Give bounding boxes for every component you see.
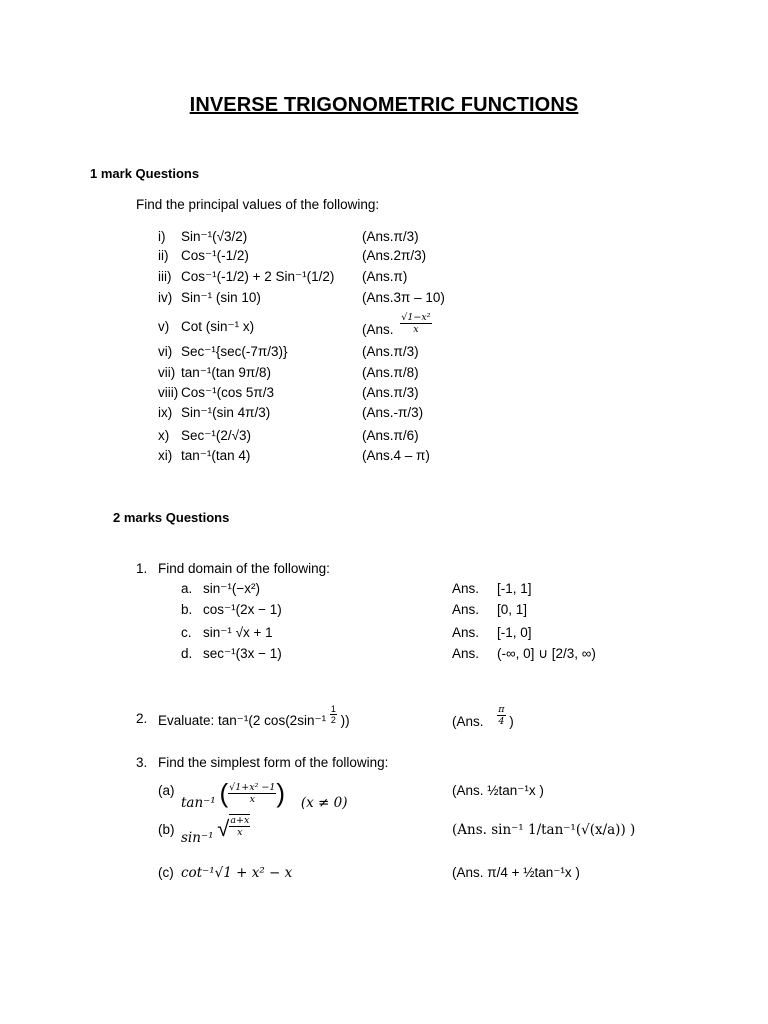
item-question: Cot (sin⁻¹ x) bbox=[181, 319, 255, 334]
question-2-tail: )) bbox=[340, 713, 350, 729]
part-fraction bbox=[229, 814, 250, 838]
part-question: cot⁻¹√1 + x² − x bbox=[181, 865, 293, 881]
item-num: ix) bbox=[158, 405, 173, 420]
answer-prefix: (Ans. bbox=[452, 714, 484, 730]
item-answer: (Ans.π) bbox=[362, 269, 408, 284]
item-num: xi) bbox=[158, 448, 173, 463]
item-num: v) bbox=[158, 319, 170, 334]
item-answer: (Ans.π/8) bbox=[362, 365, 419, 380]
answer-fraction bbox=[400, 312, 431, 335]
fraction-numerator: π bbox=[498, 704, 505, 715]
sqrt-sign: √ bbox=[217, 816, 230, 841]
item-answer: (Ans.π/6) bbox=[362, 428, 419, 443]
fraction-numerator: √1−x² bbox=[401, 312, 431, 323]
item-question: Sec⁻¹{sec(-7π/3)} bbox=[181, 344, 288, 359]
item-num: x) bbox=[158, 428, 170, 443]
fraction-numerator: √1+x² −1 bbox=[229, 781, 276, 793]
fraction-numerator: 1 bbox=[330, 704, 336, 714]
answer-fraction bbox=[497, 704, 505, 727]
section-1-heading: 1 mark Questions bbox=[90, 166, 200, 181]
item-num: iii) bbox=[158, 269, 172, 284]
answer-prefix: (Ans. bbox=[362, 322, 394, 338]
fraction-denominator: x bbox=[237, 827, 243, 839]
question-2-prefix: Evaluate: tan⁻¹(2 cos(2sin⁻¹ bbox=[158, 713, 327, 729]
part-answer: (Ans. sin⁻¹ 1/tan⁻¹(√(x/a)) ) bbox=[452, 822, 636, 838]
item-answer: (Ans.2π/3) bbox=[362, 248, 427, 263]
part-question: sin⁻¹ √x + 1 bbox=[203, 625, 273, 640]
left-paren: ( bbox=[219, 778, 229, 808]
part-question: sec⁻¹(3x − 1) bbox=[203, 646, 282, 661]
part-question: sin⁻¹(−x²) bbox=[203, 581, 260, 596]
part-fraction bbox=[228, 782, 276, 805]
item-question: Cos⁻¹(-1/2) bbox=[181, 248, 249, 263]
part-answer: [-1, 1] bbox=[497, 581, 532, 596]
part-condition: (x ≠ 0) bbox=[300, 795, 348, 811]
part-answer: (-∞, 0] ∪ [2/3, ∞) bbox=[497, 646, 596, 661]
item-question: tan⁻¹(tan 4) bbox=[181, 448, 251, 463]
item-num: ii) bbox=[158, 248, 169, 263]
item-answer: (Ans.4 – π) bbox=[362, 448, 430, 463]
item-question: tan⁻¹(tan 9π/8) bbox=[181, 365, 271, 380]
item-num: iv) bbox=[158, 290, 173, 305]
item-num: vi) bbox=[158, 344, 173, 359]
item-answer: (Ans.3π – 10) bbox=[362, 290, 445, 305]
function-name: tan⁻¹ bbox=[181, 795, 216, 811]
question-2-answer bbox=[452, 704, 514, 730]
fraction-denominator: x bbox=[249, 793, 255, 805]
question-2-num: 2. bbox=[136, 711, 148, 726]
item-answer: (Ans.-π/3) bbox=[362, 405, 424, 420]
part-answer-label: Ans. bbox=[452, 625, 480, 640]
part-answer-label: Ans. bbox=[452, 602, 480, 617]
function-name: sin⁻¹ bbox=[181, 830, 214, 846]
fraction-denominator: 2 bbox=[330, 715, 336, 725]
item-question: Cos⁻¹(-1/2) + 2 Sin⁻¹(1/2) bbox=[181, 269, 335, 284]
part-answer: [0, 1] bbox=[497, 602, 528, 617]
part-answer-label: Ans. bbox=[452, 646, 480, 661]
fraction-denominator: 4 bbox=[498, 716, 505, 727]
item-num: vii) bbox=[158, 365, 176, 380]
question-1-text: Find domain of the following: bbox=[158, 561, 330, 576]
question-2-text bbox=[158, 704, 350, 729]
right-paren: ) bbox=[276, 778, 286, 808]
part-label: (b) bbox=[158, 822, 175, 837]
part-question bbox=[181, 810, 250, 846]
fraction-numerator: a+x bbox=[230, 815, 250, 827]
part-question bbox=[181, 773, 348, 811]
part-label: a. bbox=[181, 581, 193, 596]
question-3-num: 3. bbox=[136, 755, 148, 770]
item-num: i) bbox=[158, 229, 166, 244]
section-1-intro: Find the principal values of the following: bbox=[136, 197, 380, 212]
part-label: d. bbox=[181, 646, 193, 661]
part-label: (c) bbox=[158, 865, 174, 880]
part-answer: (Ans. ½tan⁻¹x ) bbox=[452, 783, 544, 798]
item-question: Sin⁻¹(sin 4π/3) bbox=[181, 405, 271, 420]
item-num: viii) bbox=[158, 385, 179, 400]
item-answer: (Ans.π/3) bbox=[362, 385, 419, 400]
answer-suffix: ) bbox=[509, 714, 514, 730]
item-question: Sin⁻¹ (sin 10) bbox=[181, 290, 261, 305]
section-2-heading: 2 marks Questions bbox=[113, 510, 230, 525]
item-question: Sec⁻¹(2/√3) bbox=[181, 428, 252, 443]
fraction-denominator: x bbox=[413, 324, 419, 335]
part-answer-label: Ans. bbox=[452, 581, 480, 596]
part-label: b. bbox=[181, 602, 193, 617]
part-answer: [-1, 0] bbox=[497, 625, 532, 640]
question-2-fraction bbox=[330, 704, 337, 725]
item-answer bbox=[362, 312, 432, 338]
item-question: Sin⁻¹(√3/2) bbox=[181, 229, 248, 244]
item-answer: (Ans.π/3) bbox=[362, 344, 419, 359]
part-question: cos⁻¹(2x − 1) bbox=[203, 602, 282, 617]
part-label: (a) bbox=[158, 783, 175, 798]
part-answer: (Ans. π/4 + ½tan⁻¹x ) bbox=[452, 865, 580, 880]
question-3-text: Find the simplest form of the following: bbox=[158, 755, 389, 770]
question-1-num: 1. bbox=[136, 561, 148, 576]
item-answer: (Ans.π/3) bbox=[362, 229, 419, 244]
part-label: c. bbox=[181, 625, 192, 640]
page-title: INVERSE TRIGONOMETRIC FUNCTIONS bbox=[189, 94, 579, 116]
item-question: Cos⁻¹(cos 5π/3 bbox=[181, 385, 274, 400]
